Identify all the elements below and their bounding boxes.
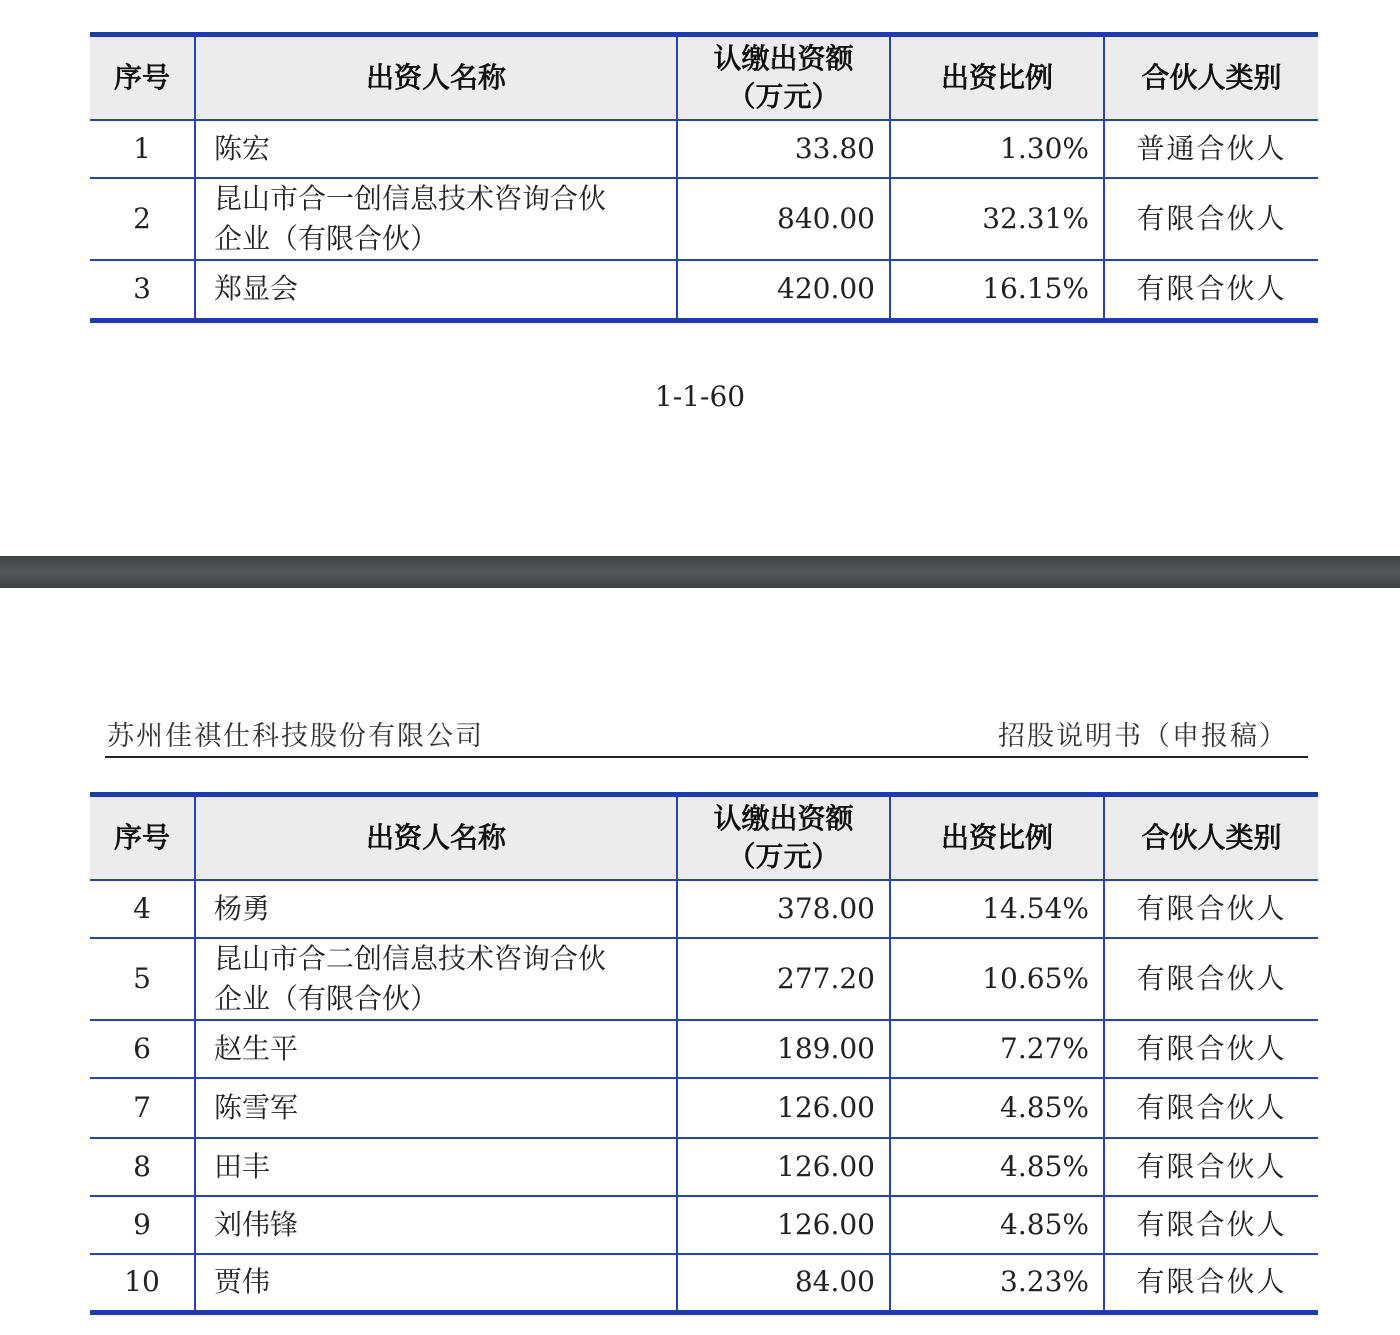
cell-ratio: 3.23% (890, 1254, 1104, 1312)
cell-ratio: 4.85% (890, 1196, 1104, 1254)
cell-amount: 33.80 (677, 120, 890, 178)
cell-ratio: 1.30% (890, 120, 1104, 178)
column-header-partner-type: 合伙人类别 (1104, 35, 1318, 121)
cell-amount: 840.00 (677, 178, 890, 260)
cell-amount: 277.20 (677, 938, 890, 1020)
table-row (90, 120, 1318, 178)
cell-investor-name: 陈宏 (195, 120, 677, 178)
cell-ratio: 4.85% (890, 1078, 1104, 1138)
cell-investor-name: 郑显会 (195, 260, 677, 320)
table-header-row (90, 795, 1318, 881)
column-header-partner-type: 合伙人类别 (1104, 795, 1318, 881)
cell-amount: 84.00 (677, 1254, 890, 1312)
capital-contribution-table-page2 (90, 792, 1318, 1315)
cell-investor-name: 赵生平 (195, 1020, 677, 1078)
cell-index: 3 (90, 260, 195, 320)
cell-ratio: 4.85% (890, 1138, 1104, 1196)
cell-partner-type: 有限合伙人 (1104, 880, 1318, 938)
column-header-ratio: 出资比例 (890, 35, 1104, 121)
capital-contribution-table-page1 (90, 32, 1318, 323)
cell-partner-type: 有限合伙人 (1104, 260, 1318, 320)
table-row (90, 1138, 1318, 1196)
cell-ratio: 7.27% (890, 1020, 1104, 1078)
cell-partner-type: 有限合伙人 (1104, 1078, 1318, 1138)
table-row (90, 1020, 1318, 1078)
cell-index: 4 (90, 880, 195, 938)
page-number: 1-1-60 (654, 380, 746, 413)
table-header-row (90, 35, 1318, 121)
table-row (90, 1078, 1318, 1138)
column-header-ratio: 出资比例 (890, 795, 1104, 881)
cell-index: 10 (90, 1254, 195, 1312)
table-row (90, 938, 1318, 1020)
cell-investor-name (195, 178, 677, 260)
column-header-amount-line2: （万元） (727, 80, 840, 113)
investor-name-line2: 企业（有限合伙） (214, 222, 439, 255)
cell-amount: 126.00 (677, 1196, 890, 1254)
column-header-amount-line1: 认缴出资额 (713, 42, 854, 75)
cell-partner-type: 有限合伙人 (1104, 1254, 1318, 1312)
cell-index: 7 (90, 1078, 195, 1138)
document-page-top (0, 0, 1400, 556)
cell-investor-name (195, 938, 677, 1020)
table-row (90, 260, 1318, 320)
cell-ratio: 14.54% (890, 880, 1104, 938)
cell-index: 5 (90, 938, 195, 1020)
cell-investor-name: 田丰 (195, 1138, 677, 1196)
investor-name-line1: 昆山市合二创信息技术咨询合伙 (214, 942, 607, 975)
cell-ratio: 32.31% (890, 178, 1104, 260)
cell-partner-type: 有限合伙人 (1104, 1196, 1318, 1254)
cell-investor-name: 陈雪军 (195, 1078, 677, 1138)
running-header (105, 712, 1308, 758)
column-header-amount-line1: 认缴出资额 (713, 802, 854, 835)
cell-investor-name: 刘伟锋 (195, 1196, 677, 1254)
page-separator (0, 556, 1400, 588)
investor-name-line2: 企业（有限合伙） (214, 982, 439, 1015)
column-header-index: 序号 (90, 35, 195, 121)
cell-amount: 126.00 (677, 1078, 890, 1138)
column-header-investor-name: 出资人名称 (195, 35, 677, 121)
cell-index: 8 (90, 1138, 195, 1196)
cell-partner-type: 有限合伙人 (1104, 1020, 1318, 1078)
cell-ratio: 10.65% (890, 938, 1104, 1020)
cell-investor-name: 杨勇 (195, 880, 677, 938)
cell-amount: 378.00 (677, 880, 890, 938)
cell-partner-type: 有限合伙人 (1104, 1138, 1318, 1196)
cell-investor-name: 贾伟 (195, 1254, 677, 1312)
company-name: 苏州佳祺仕科技股份有限公司 (107, 721, 484, 752)
cell-index: 9 (90, 1196, 195, 1254)
column-header-subscribed-amount (677, 35, 890, 121)
table-row (90, 880, 1318, 938)
column-header-amount-line2: （万元） (727, 840, 840, 873)
cell-ratio: 16.15% (890, 260, 1104, 320)
cell-index: 1 (90, 120, 195, 178)
cell-partner-type: 普通合伙人 (1104, 120, 1318, 178)
table-row (90, 178, 1318, 260)
document-title: 招股说明书（申报稿） (998, 721, 1288, 752)
cell-partner-type: 有限合伙人 (1104, 938, 1318, 1020)
cell-amount: 126.00 (677, 1138, 890, 1196)
table-row (90, 1254, 1318, 1312)
table-row (90, 1196, 1318, 1254)
cell-partner-type: 有限合伙人 (1104, 178, 1318, 260)
cell-index: 2 (90, 178, 195, 260)
column-header-subscribed-amount (677, 795, 890, 881)
investor-name-line1: 昆山市合一创信息技术咨询合伙 (214, 182, 607, 215)
cell-amount: 420.00 (677, 260, 890, 320)
column-header-index: 序号 (90, 795, 195, 881)
cell-index: 6 (90, 1020, 195, 1078)
cell-amount: 189.00 (677, 1020, 890, 1078)
column-header-investor-name: 出资人名称 (195, 795, 677, 881)
